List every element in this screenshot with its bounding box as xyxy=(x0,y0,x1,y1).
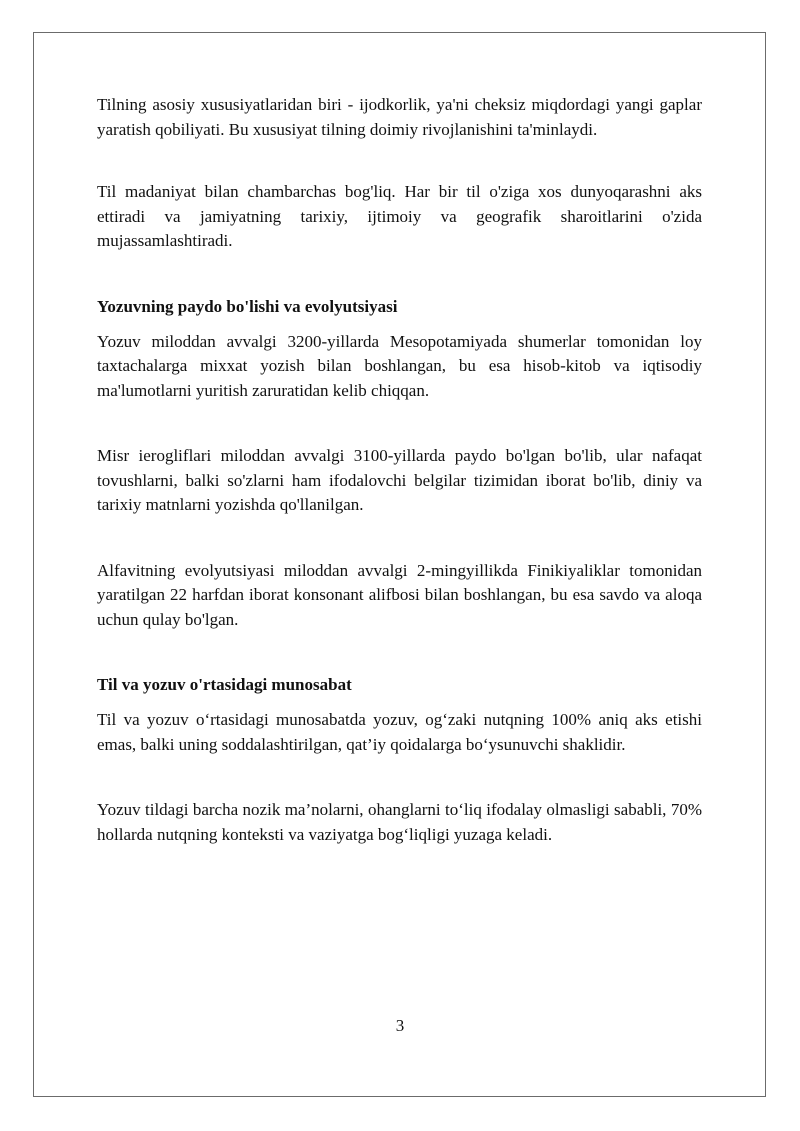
intro-paragraph-1: Tilning asosiy xususiyatlaridan biri - ijodkorlik, ya'ni cheksiz miqdordagi yangi gaplar yaratish qobiliyati. Bu xususiyat tilning doimiy rivojlanishini ta'minlaydi. xyxy=(97,95,702,139)
section2-paragraph-2: Yozuv tildagi barcha nozik ma’nolarni, ohanglarni to‘liq ifodalay olmasligi sababli, 70% hollarda nutqning konteksti va vaziyatga bog‘liqligi yuzaga keladi. xyxy=(97,800,702,844)
section1-paragraph-2: Misr ierogliflari miloddan avvalgi 3100-yillarda paydo bo'lgan bo'lib, ular nafaqat tovushlarni, balki so'zlarni ham ifodalovchi belgilar tizimidan iborat bo'lib, diniy va tarixiy matnlarni yozishda qo'llanilgan. xyxy=(97,446,702,514)
section-heading-writing-origin: Yozuvning paydo bo'lishi va evolyutsiyasi xyxy=(97,296,398,316)
section2-paragraph-1: Til va yozuv o‘rtasidagi munosabatda yozuv, og‘zaki nutqning 100% aniq aks etishi emas, balki uning soddalashtirilgan, qat’iy qoidalarga bo‘ysunuvchi shaklidir. xyxy=(97,710,702,754)
section-heading-language-writing-relation: Til va yozuv o'rtasidagi munosabat xyxy=(97,675,352,694)
section1-paragraph-3: Alfavitning evolyutsiyasi miloddan avvalgi 2-mingyillikda Finikiyaliklar tomonidan yaratilgan 22 harfdan iborat konsonant alifbosi bilan boshlangan, bu esa savdo va aloqa uchun qulay bo'lgan. xyxy=(97,560,702,629)
page-number: 3 xyxy=(395,1016,405,1035)
section1-paragraph-1: Yozuv miloddan avvalgi 3200-yillarda Mesopotamiyada shumerlar tomonidan loy taxtachalarga mixxat yozish bilan boshlangan, bu esa hisob-kitob va iqtisodiy ma'lumotlarni yuritish zaruratidan kelib chiqqan. xyxy=(97,331,702,400)
intro-paragraph-2: Til madaniyat bilan chambarchas bog'liq. Har bir til o'ziga xos dunyoqarashni aks ettiradi va jamiyatning tarixiy, ijtimoiy va geografik sharoitlarini o'zida mujassamlashtiradi. xyxy=(97,182,702,250)
document-body xyxy=(97,93,702,847)
